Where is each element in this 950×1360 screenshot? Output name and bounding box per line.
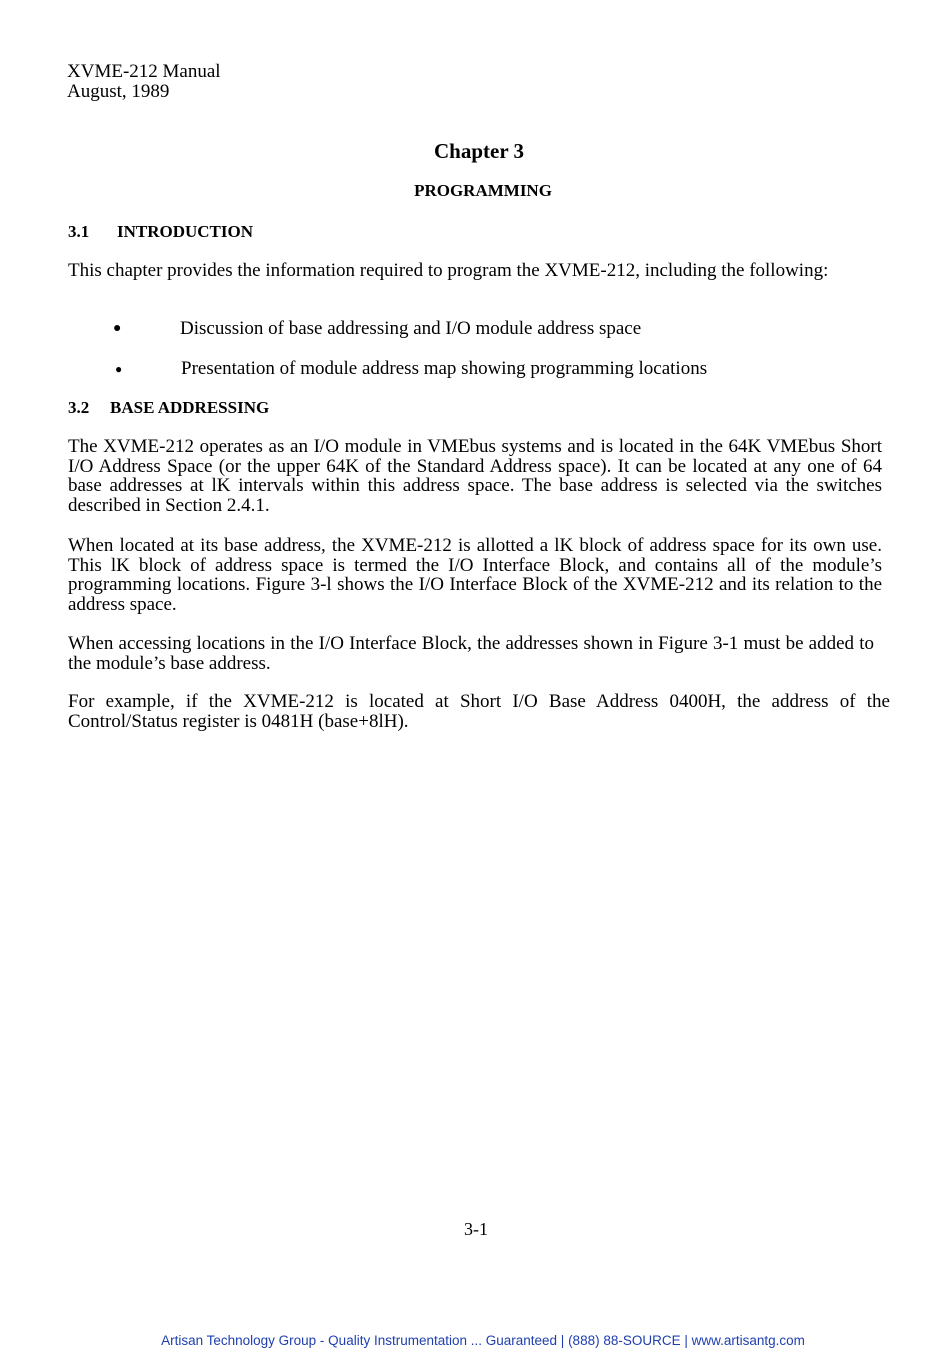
intro-paragraph: This chapter provides the information required to program the XVME-212, including the following: [68, 260, 829, 281]
base-paragraph-4: For example, if the XVME-212 is located at Short I/O Base Address 0400H, the address of the Control/Status register is 0481H (base+8lH). [68, 691, 890, 732]
bullet-icon: ● [113, 321, 122, 336]
base-paragraph-1: The XVME-212 operates as an I/O module in VMEbus systems and is located in the 64K VMEbus Short I/O Address Space (or the upper 64K of the Standard Address space). It can be located at any one of 64 base addresses at lK intervals within this address space. The base address is selected via the switches described in Section 2.4.1. [68, 436, 882, 516]
base-paragraph-3: When accessing locations in the I/O Interface Block, the addresses shown in Figure 3-1 must be added to the module’s base address. [68, 633, 874, 674]
bullet-icon: ● [115, 362, 123, 376]
section-number-intro: 3.1 [68, 222, 90, 241]
page-number: 3-1 [464, 1219, 488, 1239]
section-title-base: BASE ADDRESSING [110, 398, 270, 417]
bullet-item: Discussion of base addressing and I/O module address space [180, 318, 642, 339]
chapter-subtitle: PROGRAMMING [414, 181, 552, 200]
base-paragraph-2: When located at its base address, the XVME-212 is allotted a lK block of address space for its own use. This lK block of address space is termed the I/O Interface Block, and contains all of the module’s programming locations. Figure 3-l shows the I/O Interface Block of the XVME-212 and its relation to the address space. [68, 535, 882, 615]
manual-date: August, 1989 [67, 81, 170, 102]
chapter-title: Chapter 3 [433, 139, 525, 163]
bullet-item: Presentation of module address map showing programming locations [181, 358, 708, 379]
manual-title: XVME-212 Manual [67, 61, 221, 82]
section-title-intro: INTRODUCTION [117, 222, 254, 241]
section-number-base: 3.2 [68, 398, 90, 417]
footer-link[interactable]: Artisan Technology Group - Quality Instrumentation ... Guaranteed | (888) 88-SOURCE | www.artisantg.com [161, 1333, 805, 1348]
